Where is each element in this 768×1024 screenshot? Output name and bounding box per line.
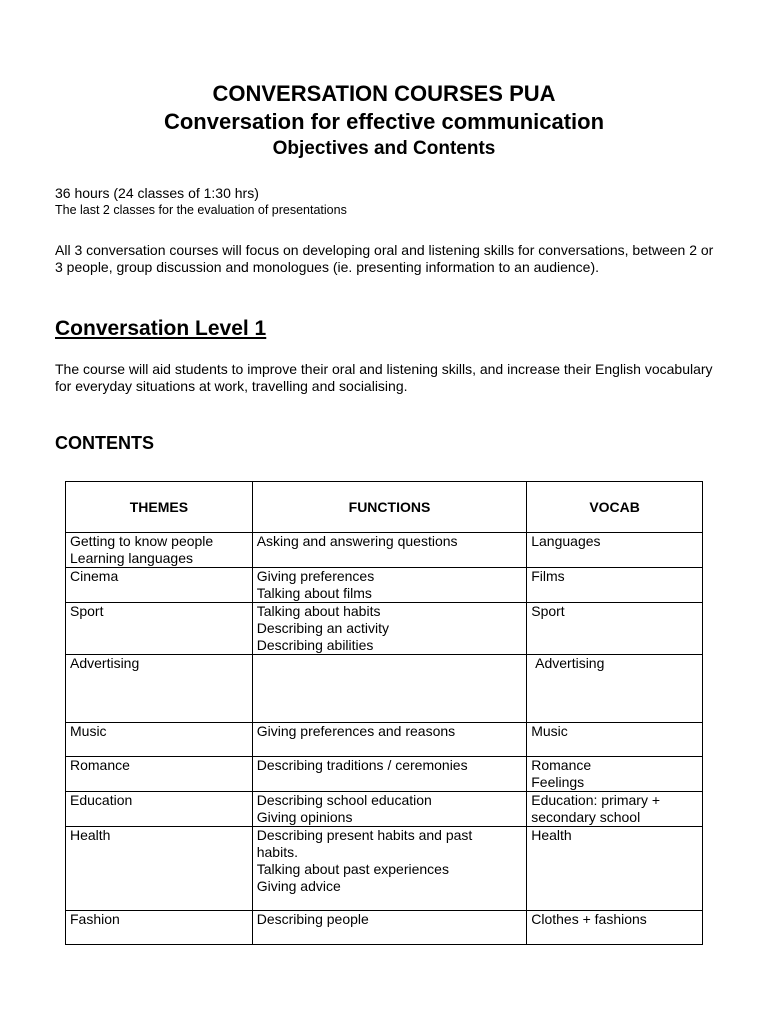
table-row <box>66 792 703 827</box>
cell-text-line: Feelings <box>531 774 585 790</box>
cell-text-line: Education: primary + <box>531 792 661 808</box>
cell-text-line: Sport <box>70 603 104 619</box>
cell-text-line: Music <box>531 723 568 739</box>
table-row <box>66 757 703 792</box>
functions-cell <box>252 827 527 911</box>
contents-table-body <box>66 533 703 945</box>
cell-text-line: Education <box>70 792 133 808</box>
cell-text-line: Giving preferences and reasons <box>256 723 456 739</box>
cell-text-line: Advertising <box>531 655 605 671</box>
cell-text-line: Fashion <box>70 911 120 927</box>
cell-text-line: Music <box>70 723 107 739</box>
column-header-themes: THEMES <box>66 482 253 533</box>
vocab-cell <box>527 792 703 827</box>
vocab-cell <box>527 827 703 911</box>
functions-cell <box>252 723 527 757</box>
themes-cell <box>66 655 253 723</box>
cell-text-line: Cinema <box>70 568 119 584</box>
table-row <box>66 568 703 603</box>
cell-text-line: Advertising <box>70 655 140 671</box>
cell-text-line: Clothes + fashions <box>531 911 647 927</box>
column-header-functions: FUNCTIONS <box>252 482 527 533</box>
functions-cell <box>252 568 527 603</box>
cell-text-line: Giving preferences <box>256 568 375 584</box>
table-row <box>66 723 703 757</box>
themes-cell <box>66 603 253 655</box>
functions-cell <box>252 792 527 827</box>
vocab-cell <box>527 533 703 568</box>
functions-cell <box>252 533 527 568</box>
cell-text-line: habits. <box>256 844 298 860</box>
cell-text-line: Talking about habits <box>256 603 381 619</box>
cell-text-line: Health <box>531 827 572 843</box>
level-1-heading: Conversation Level 1 <box>55 317 267 340</box>
cell-text-line: Getting to know people <box>70 533 214 549</box>
themes-cell <box>66 911 253 945</box>
cell-text-line: Languages <box>531 533 601 549</box>
evaluation-note: The last 2 classes for the evaluation of presentations <box>55 203 347 217</box>
table-header-row <box>66 482 703 533</box>
table-row <box>66 911 703 945</box>
cell-text-line: Health <box>70 827 111 843</box>
table-row <box>66 603 703 655</box>
themes-cell <box>66 757 253 792</box>
cell-text-line: Romance <box>70 757 130 773</box>
vocab-cell <box>527 603 703 655</box>
cell-text-line: Sport <box>531 603 565 619</box>
themes-cell <box>66 792 253 827</box>
level-1-description: The course will aid students to improve their oral and listening skills, and increase their English vocabulary for everyday situations at work, travelling and socialising. <box>55 361 713 394</box>
functions-cell <box>252 603 527 655</box>
vocab-cell <box>527 568 703 603</box>
document-subtitle-objectives: Objectives and Contents <box>272 138 496 159</box>
cell-text-line: Giving advice <box>256 878 341 894</box>
cell-text-line: Asking and answering questions <box>256 533 458 549</box>
cell-text-line: secondary school <box>531 809 641 825</box>
cell-text-line: Describing school education <box>256 792 432 808</box>
functions-cell <box>252 757 527 792</box>
document-title: CONVERSATION COURSES PUA <box>212 81 556 106</box>
column-header-vocab: VOCAB <box>527 482 703 533</box>
course-focus-paragraph: All 3 conversation courses will focus on developing oral and listening skills for conversations, between 2 or 3 people, group discussion and monologues (ie. presenting information to an audience). <box>55 242 714 275</box>
cell-text-line: Films <box>531 568 565 584</box>
contents-table <box>65 481 703 945</box>
table-row <box>66 655 703 723</box>
cell-text-line: Describing people <box>256 911 369 927</box>
cell-text-line: Talking about films <box>256 585 372 601</box>
functions-cell <box>252 911 527 945</box>
cell-text-line: Learning languages <box>70 550 193 566</box>
cell-text-line: Giving opinions <box>256 809 353 825</box>
cell-text-line: Describing present habits and past <box>256 827 473 843</box>
contents-heading: CONTENTS <box>55 433 154 453</box>
cell-text-line: Describing abilities <box>256 637 374 653</box>
vocab-cell <box>527 723 703 757</box>
vocab-cell <box>527 757 703 792</box>
themes-cell <box>66 533 253 568</box>
title-block <box>0 80 768 162</box>
table-row <box>66 827 703 911</box>
cell-text-line: Describing an activity <box>256 620 389 636</box>
course-hours: 36 hours (24 classes of 1:30 hrs) <box>55 185 259 201</box>
cell-text-line: Romance <box>531 757 592 773</box>
table-row <box>66 533 703 568</box>
document-subtitle: Conversation for effective communication <box>163 109 605 134</box>
functions-cell <box>252 655 527 723</box>
themes-cell <box>66 723 253 757</box>
vocab-cell <box>527 911 703 945</box>
vocab-cell <box>527 655 703 723</box>
themes-cell <box>66 568 253 603</box>
cell-text-line: Describing traditions / ceremonies <box>256 757 468 773</box>
cell-text-line: Talking about past experiences <box>256 861 449 877</box>
themes-cell <box>66 827 253 911</box>
